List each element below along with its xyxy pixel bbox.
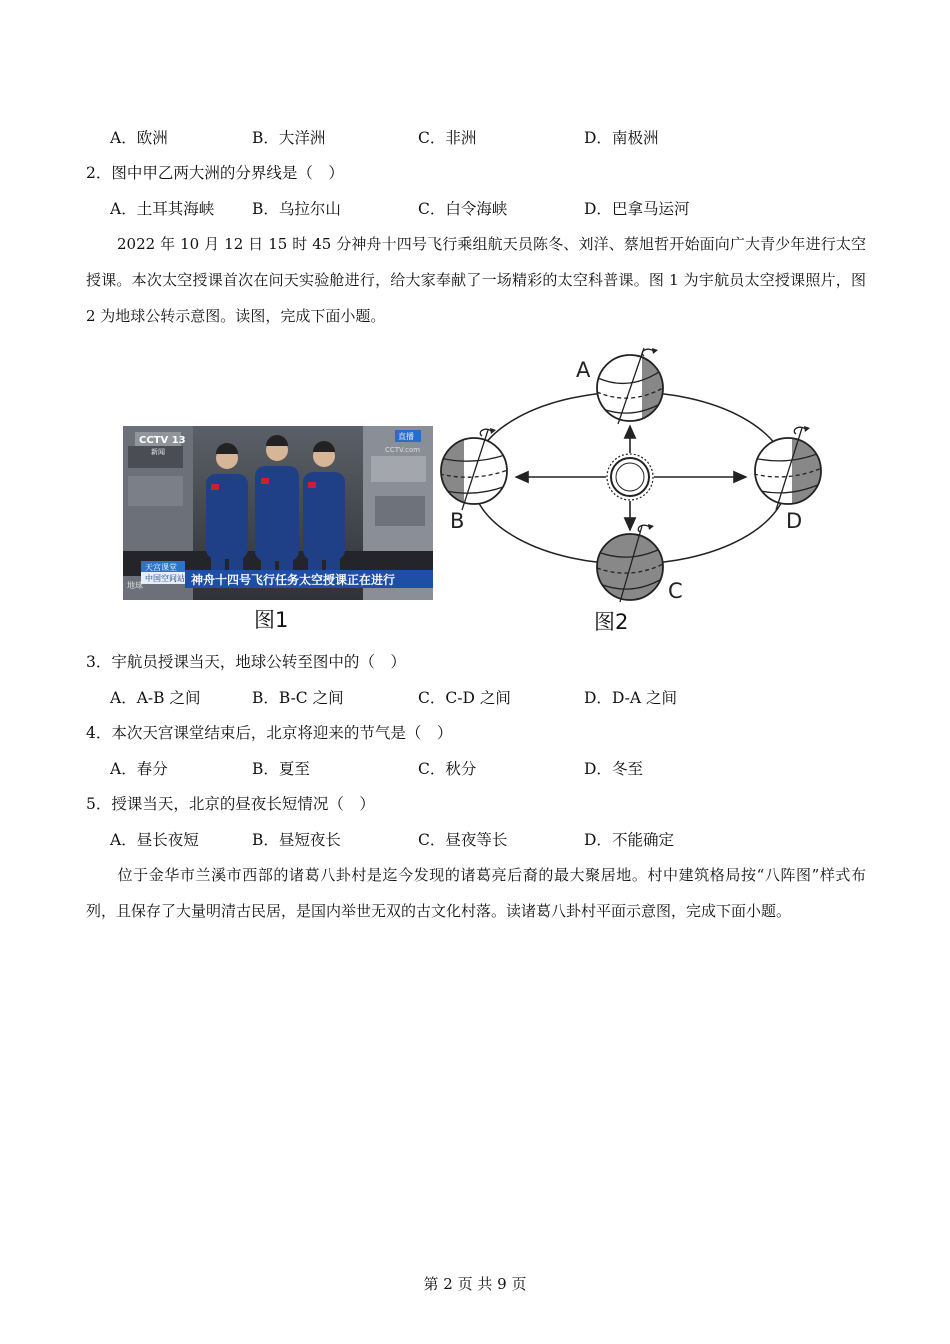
q5-stem: 5．授课当天，北京的昼夜长短情况（ ） (86, 795, 375, 813)
passage-zhuge-village: 位于金华市兰溪市西部的诸葛八卦村是迄今发现的诸葛亮后裔的最大聚居地。村中建筑格局按“八阵图”样式布列，且保存了大量明清古民居，是国内举世无双的古文化村落。读诸葛八卦村平面示意图，完成下面小题。 (86, 866, 866, 920)
tiangong-class-tag: 天宫课堂 (145, 563, 177, 572)
live-badge: 直播 (398, 432, 414, 441)
q1-option-b: B．大洋洲 (252, 129, 326, 147)
sun-icon (607, 454, 653, 500)
earth-position-b-icon (438, 428, 508, 514)
point-label-a: A (576, 358, 591, 382)
q4-option-b: B．夏至 (252, 760, 310, 778)
earth-position-c-icon (597, 524, 663, 602)
q3-option-d: D．D-A 之间 (584, 689, 678, 707)
point-label-b: B (450, 509, 465, 533)
q5-option-b: B．昼短夜长 (252, 831, 341, 849)
passage-space-lesson: 2022 年 10 月 12 日 15 时 45 分神舟十四号飞行乘组航天员陈冬、刘洋、蔡旭哲开始面向广大青少年进行太空授课。本次太空授课首次在问天实验舱进行，给大家奉献了一场精彩的太空科普课。图 1 为宇航员太空授课照片，图 2 为地球公转示意图。读图，完成下面小题。 (86, 235, 866, 325)
q5-option-d: D．不能确定 (584, 831, 674, 849)
figure2-label: 图2 (594, 610, 629, 634)
q5-option-c: C．昼夜等长 (418, 831, 508, 849)
q2-option-b: B．乌拉尔山 (252, 200, 341, 218)
q2-option-a: A．土耳其海峡 (110, 200, 215, 218)
photo-corner-text: 地球 (127, 581, 143, 590)
q2-option-c: C．白令海峡 (418, 200, 508, 218)
point-label-d: D (786, 509, 803, 533)
figure1-photo (123, 426, 433, 600)
cctv13-logo: CCTV 13 (139, 435, 186, 446)
earth-revolution-diagram (430, 340, 840, 640)
q4-stem: 4．本次天宫课堂结束后，北京将迎来的节气是（ ） (86, 724, 453, 742)
cctv-com-logo: CCTV.com (385, 446, 421, 454)
astronauts-photo-graphic (123, 426, 433, 600)
q5-option-a: A．昼长夜短 (110, 831, 199, 849)
point-label-c: C (668, 579, 683, 603)
q4-option-d: D．冬至 (584, 760, 643, 778)
space-station-tag: 中国空间站 (145, 574, 185, 583)
q1-option-d: D．南极洲 (584, 129, 659, 147)
q3-option-c: C．C-D 之间 (418, 689, 511, 707)
q1-option-a: A．欧洲 (110, 129, 168, 147)
q2-option-d: D．巴拿马运河 (584, 200, 690, 218)
news-channel-label: 新闻 (151, 448, 165, 456)
lesson-banner-caption: 神舟十四号飞行任务太空授课正在进行 (191, 573, 396, 587)
q3-option-b: B．B-C 之间 (252, 689, 344, 707)
earth-position-a-icon (597, 348, 672, 430)
q1-option-c: C．非洲 (418, 129, 477, 147)
earth-position-d-icon (754, 426, 832, 514)
q2-stem: 2．图中甲乙两大洲的分界线是（ ） (86, 164, 344, 182)
q4-option-c: C．秋分 (418, 760, 477, 778)
q4-option-a: A．春分 (110, 760, 168, 778)
page-footer: 第 2 页 共 9 页 (423, 1275, 527, 1293)
q3-option-a: A．A-B 之间 (110, 689, 201, 707)
q3-stem: 3．宇航员授课当天，地球公转至图中的（ ） (86, 653, 406, 671)
figure1-label: 图1 (254, 608, 289, 632)
